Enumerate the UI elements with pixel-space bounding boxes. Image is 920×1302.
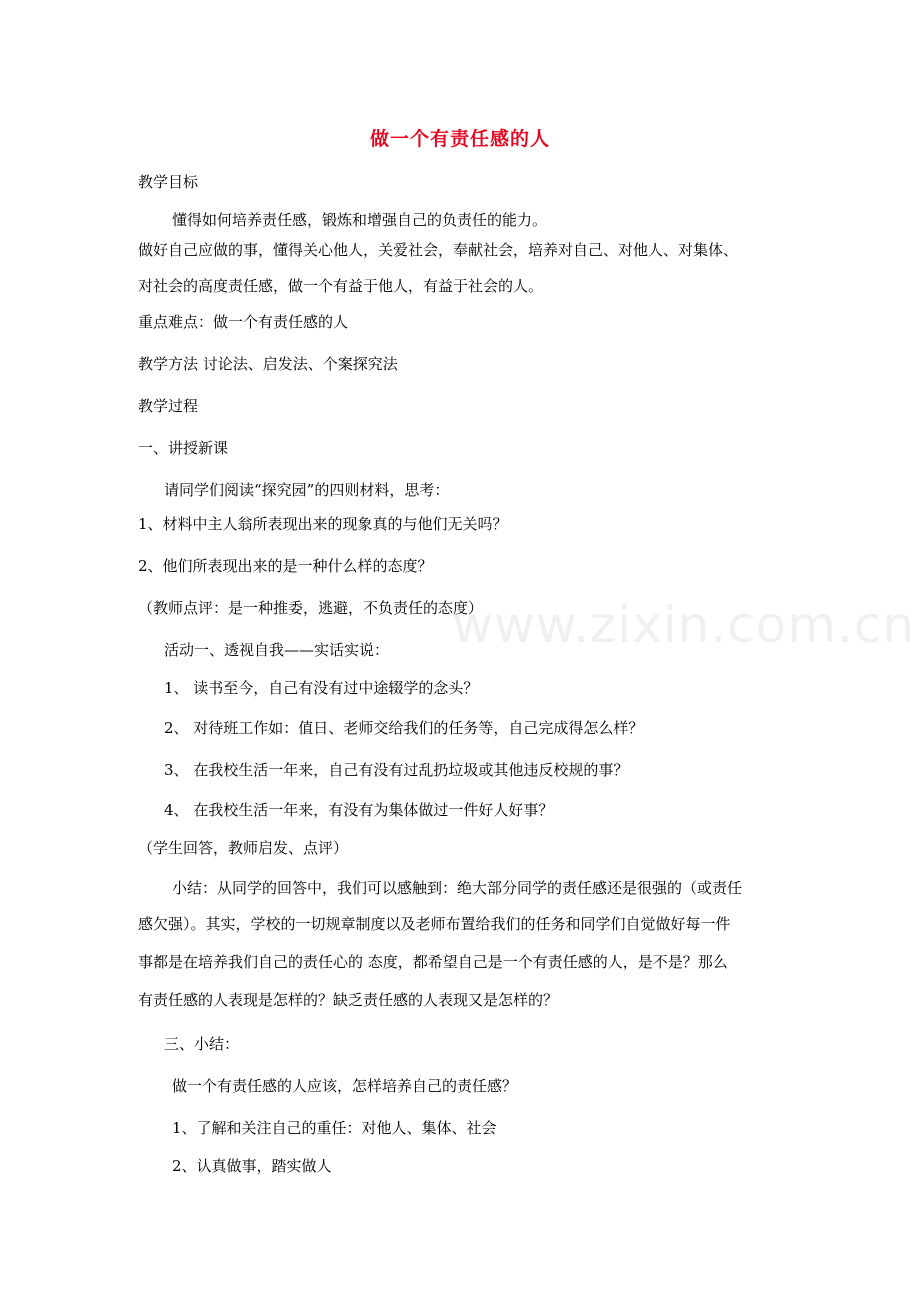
paragraph-line: 做好自己应做的事，懂得关心他人，关爱社会，奉献社会，培养对自己、对他人、对集体、 xyxy=(138,241,739,259)
paragraph-line: 对社会的高度责任感，做一个有益于他人，有益于社会的人。 xyxy=(138,277,544,295)
student-answer-note: （学生回答，教师启发、点评） xyxy=(138,839,349,857)
paragraph-line: 懂得如何培养责任感，锻炼和增强自己的负责任的能力。 xyxy=(172,211,548,229)
paragraph-line: 请同学们阅读“探究园”的四则材料，思考： xyxy=(164,481,450,499)
section-heading-summary: 三、小结： xyxy=(164,1035,240,1053)
question-item: 2、他们所表现出来的是一种什么样的态度？ xyxy=(138,557,433,575)
section-heading-new-lesson: 一、讲授新课 xyxy=(138,439,229,457)
paragraph-line: 事都是在培养我们自己的责任心的 态度，都希望自己是一个有责任感的人，是不是？那么 xyxy=(138,953,728,971)
summary-item: 1、了解和关注自己的重任：对他人、集体、社会 xyxy=(172,1119,497,1137)
watermark: www.zixin.com.cn xyxy=(452,596,916,654)
paragraph-line: 做一个有责任感的人应该，怎样培养自己的责任感？ xyxy=(172,1077,518,1095)
section-heading-process: 教学过程 xyxy=(138,397,199,415)
activity-item: 2、 对待班工作如：值日、老师交给我们的任务等，自己完成得怎么样？ xyxy=(164,719,644,737)
activity-item: 4、 在我校生活一年来，有没有为集体做过一件好人好事？ xyxy=(164,801,554,819)
activity-item: 3、 在我校生活一年来，自己有没有过乱扔垃圾或其他违反校规的事？ xyxy=(164,761,629,779)
document-title: 做一个有责任感的人 xyxy=(369,128,550,150)
paragraph-line: 有责任感的人表现是怎样的？缺乏责任感的人表现又是怎样的？ xyxy=(138,991,559,1009)
activity-item: 1、 读书至今，自己有没有过中途辍学的念头？ xyxy=(164,679,479,697)
question-item: 1、材料中主人翁所表现出来的现象真的与他们无关吗？ xyxy=(138,515,508,533)
teaching-methods-line: 教学方法 讨论法、启发法、个案探究法 xyxy=(138,355,398,373)
summary-item: 2、认真做事，踏实做人 xyxy=(172,1157,332,1175)
section-heading-objectives: 教学目标 xyxy=(138,173,199,191)
key-points-line: 重点难点：做一个有责任感的人 xyxy=(138,313,349,331)
teacher-comment: （教师点评：是一种推委，逃避，不负责任的态度） xyxy=(138,599,484,617)
activity-heading: 活动一、透视自我——实话实说： xyxy=(164,641,390,659)
paragraph-line: 感欠强）。其实，学校的一切规章制度以及老师布置给我们的任务和同学们自觉做好每一件 xyxy=(138,915,731,933)
paragraph-line: 小结：从同学的回答中，我们可以感触到：绝大部分同学的责任感还是很强的（或责任 xyxy=(172,879,743,897)
